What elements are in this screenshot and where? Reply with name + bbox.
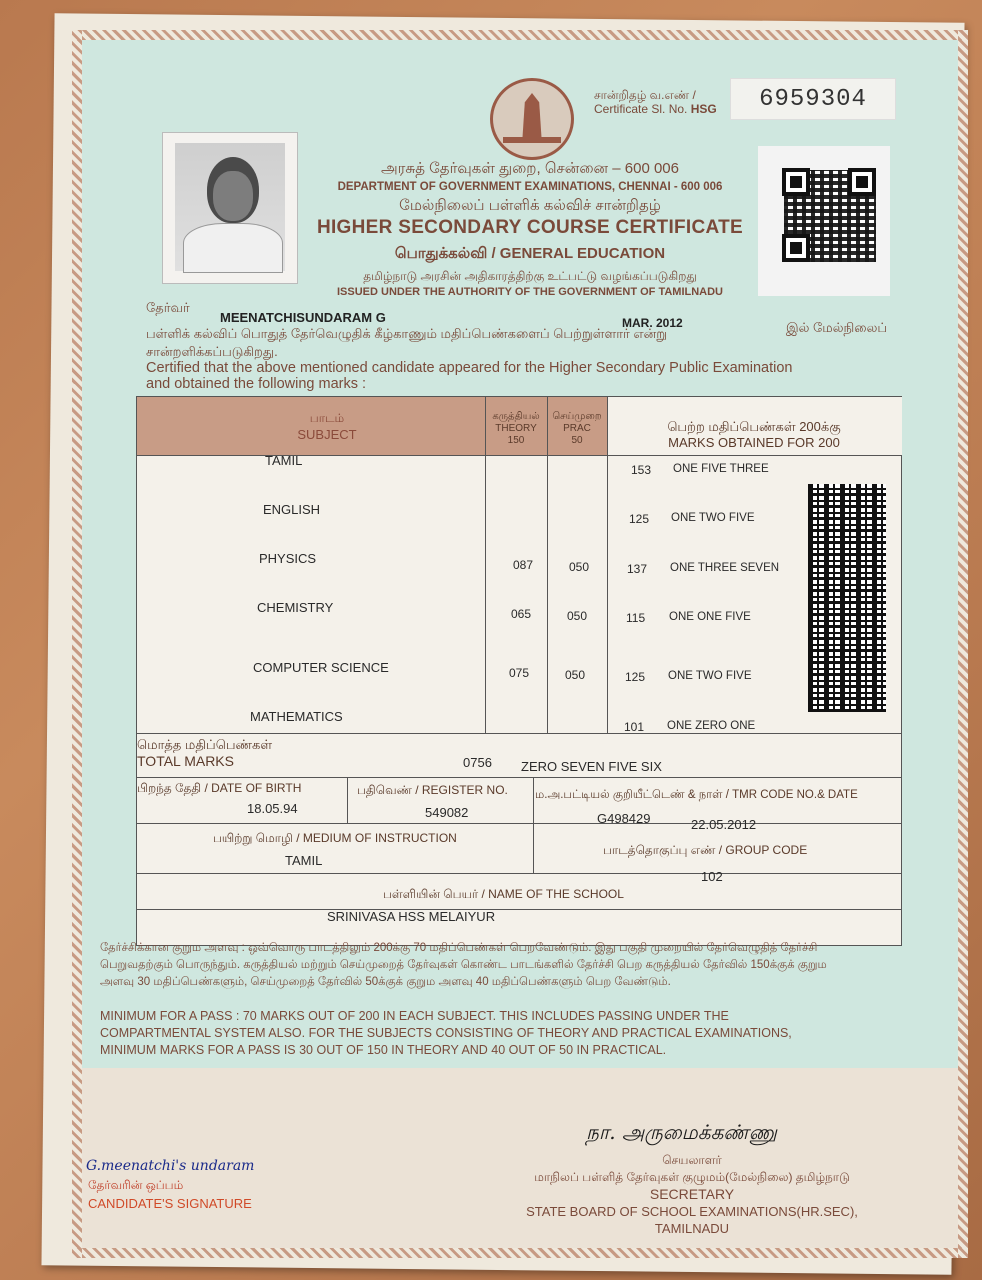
register-value: 549082 <box>425 805 469 820</box>
marks-cell: 125 <box>625 670 646 684</box>
issued-tamil: தமிழ்நாடு அரசின் அதிகாரத்திற்கு உட்பட்டு வழங்கப்படுகிறது <box>363 269 697 283</box>
candidate-line2: பள்ளிக் கல்விப் பொதுத் தேர்வெழுதிக் கீழ்காணும் மதிப்பெண்களைப் பெற்றுள்ளார் என்று <box>146 326 668 341</box>
prac-cell: 050 <box>569 560 590 574</box>
marks-table <box>136 396 902 946</box>
subject-cell: COMPUTER SCIENCE <box>253 660 389 675</box>
exam-date: MAR. 2012 <box>622 316 683 330</box>
theory-cell: 065 <box>511 607 532 621</box>
prac-header <box>547 411 607 447</box>
serial-label <box>594 88 717 116</box>
dept-en: DEPARTMENT OF GOVERNMENT EXAMINATIONS, CHENNAI - 600 006 <box>337 181 723 193</box>
marks-header-en: MARKS OBTAINED FOR 200 <box>668 435 840 450</box>
pass-rules-tamil <box>100 940 906 991</box>
rules-en-line2: COMPARTMENTAL SYSTEM ALSO. FOR THE SUBJECTS CONSISTING OF THEORY AND PRACTICAL EXAMINATIONS, <box>100 1026 792 1040</box>
subject-header-tamil: பாடம் <box>309 411 345 425</box>
rules-en-line1: MINIMUM FOR A PASS : 70 MARKS OUT OF 200 IN EACH SUBJECT. THIS INCLUDES PASSING UNDER THE <box>100 1009 729 1023</box>
barcode <box>808 484 886 712</box>
marks-header <box>607 419 901 451</box>
subject-cell: MATHEMATICS <box>250 709 343 724</box>
theory-header-en: THEORY <box>495 423 537 434</box>
candidate-handwritten-signature: G.meenatchi's undaram <box>86 1158 255 1174</box>
subject-cell: TAMIL <box>265 453 303 468</box>
marks-header-tamil: பெற்ற மதிப்பெண்கள் 200க்கு <box>667 419 841 434</box>
marks-words-cell: ONE FIVE THREE <box>673 463 769 475</box>
prac-max: 50 <box>571 435 583 446</box>
secretary-tamil: செயலாளர் <box>662 1153 722 1167</box>
rules-tamil-line2: பெறுவதற்கும் பொருந்தும். கருத்தியல் மற்றும் செய்முறைத் தேர்வுகள் கொண்ட பாடங்களில் தேர்ச்சி பெற கருத்தியல் தேர்வில் 150க்குக் குறும <box>100 959 827 971</box>
candidate-name: MEENATCHISUNDARAM G <box>220 310 386 325</box>
cert-title-en: HIGHER SECONDARY COURSE CERTIFICATE <box>316 217 744 238</box>
tamilnadu-emblem-icon <box>490 78 574 160</box>
theory-header <box>485 411 547 447</box>
marks-words-cell: ONE THREE SEVEN <box>670 562 780 574</box>
certified-en-line2: and obtained the following marks : <box>146 376 367 392</box>
certified-en <box>146 360 898 392</box>
dob-label: பிறந்த தேதி / DATE OF BIRTH <box>137 781 302 795</box>
school-name: SRINIVASA HSS MELAIYUR <box>327 909 496 924</box>
theory-cell: 087 <box>513 558 534 572</box>
marks-cell: 125 <box>629 512 650 526</box>
marks-cell: 115 <box>626 611 646 625</box>
subject-cell: PHYSICS <box>259 551 317 566</box>
theory-max: 150 <box>507 435 525 446</box>
prac-cell: 050 <box>565 668 586 682</box>
group-value: 102 <box>701 869 723 884</box>
cert-title-tamil: மேல்நிலைப் பள்ளிக் கல்விச் சான்றிதழ் <box>399 197 661 214</box>
secretary-handwritten-signature: நா. அருமைக்கண்ணு <box>586 1120 777 1144</box>
medium-label: பயிற்று மொழி / MEDIUM OF INSTRUCTION <box>213 831 457 845</box>
dept-tamil: அரசுத் தேர்வுகள் துறை, சென்னை – 600 006 <box>381 160 679 177</box>
subject-cell: ENGLISH <box>263 502 321 517</box>
total-value: 0756 <box>463 755 492 770</box>
tmr-date: 22.05.2012 <box>691 817 757 832</box>
rules-tamil-line3: அளவு 30 மதிப்பெண்களும், செய்முறைத் தேர்வில் 50க்குக் குறும அளவு 40 மதிப்பெண்களும் பெற வேண்டும். <box>100 976 671 988</box>
marks-cell: 101 <box>624 720 645 734</box>
serial-prefix: HSG <box>690 102 717 116</box>
exam-tamil-suffix: இல் மேல்நிலைப் <box>786 320 888 335</box>
issued-en: ISSUED UNDER THE AUTHORITY OF THE GOVERNMENT OF TAMILNADU <box>336 286 724 298</box>
rules-en-line3: MINIMUM MARKS FOR A PASS IS 30 OUT OF 150 IN THEORY AND 40 OUT OF 50 IN PRACTICAL. <box>100 1043 667 1057</box>
marks-cell: 153 <box>631 463 652 477</box>
medium-value: TAMIL <box>285 853 323 868</box>
total-label-tamil: மொத்த மதிப்பெண்கள் <box>137 737 273 752</box>
prac-header-tamil: செய்முறை <box>552 411 602 422</box>
prac-header-en: PRAC <box>563 423 591 434</box>
candidate-label: தேர்வர் <box>146 300 190 315</box>
serial-number: 6959304 <box>730 78 896 120</box>
education-type: பொதுக்கல்வி / GENERAL EDUCATION <box>394 245 666 262</box>
certified-en-line1: Certified that the above mentioned candidate appeared for the Higher Secondary Public Examination <box>146 360 793 376</box>
total-label-en: TOTAL MARKS <box>137 753 234 769</box>
marks-words-cell: ONE TWO FIVE <box>668 670 752 682</box>
qr-code <box>758 146 890 296</box>
pass-rules-en <box>100 1008 906 1059</box>
board-en: STATE BOARD OF SCHOOL EXAMINATIONS(HR.SEC), TAMILNADU <box>526 1204 858 1236</box>
marks-words-cell: ONE ZERO ONE <box>667 720 756 732</box>
board-tamil: மாநிலப் பள்ளித் தேர்வுகள் குழுமம்(மேல்நிலை) தமிழ்நாடு <box>534 1170 850 1184</box>
candidate-signature-label: CANDIDATE'S SIGNATURE <box>88 1196 252 1211</box>
secretary-block <box>492 1152 892 1237</box>
serial-label-en: Certificate Sl. No. <box>594 102 688 116</box>
marks-cell: 137 <box>627 562 648 576</box>
school-label: பள்ளியின் பெயர் / NAME OF THE SCHOOL <box>383 887 624 901</box>
total-label <box>137 737 272 769</box>
serial-label-tamil: சான்றிதழ் வ.எண் / <box>594 88 696 102</box>
secretary-en: SECRETARY <box>649 1186 735 1202</box>
group-label: பாடத்தொகுப்பு எண் / GROUP CODE <box>603 843 808 857</box>
prac-cell: 050 <box>567 609 588 623</box>
total-words: ZERO SEVEN FIVE SIX <box>521 759 662 774</box>
subject-cell: CHEMISTRY <box>257 600 334 615</box>
theory-cell: 075 <box>509 666 530 680</box>
candidate-signature-tamil: தேர்வரின் ஒப்பம் <box>88 1178 184 1192</box>
tmr-label: ம.அ.பட்டியல் குறியீட்டெண் & நாள் / TMR CODE NO.& DATE <box>535 789 858 801</box>
register-label: பதிவெண் / REGISTER NO. <box>357 783 508 797</box>
candidate-photo <box>162 132 298 284</box>
candidate-line3: சான்றளிக்கப்படுகிறது. <box>146 344 278 359</box>
marks-words-cell: ONE TWO FIVE <box>671 512 755 524</box>
theory-header-tamil: கருத்தியல் <box>492 411 540 422</box>
marks-words-cell: ONE ONE FIVE <box>669 611 751 623</box>
subject-header: SUBJECT <box>297 427 357 442</box>
tmr-code: G498429 <box>597 811 651 826</box>
dob-value: 18.05.94 <box>247 801 298 816</box>
rules-tamil-line1: தேர்ச்சிக்கான குறும அளவு : ஒவ்வொரு பாடத்திலும் 200க்கு 70 மதிப்பெண்கள் பெறவேண்டும். இது பகுதி முறையில் தேர்வெழுதித் தேர்ச்சி <box>100 942 818 954</box>
